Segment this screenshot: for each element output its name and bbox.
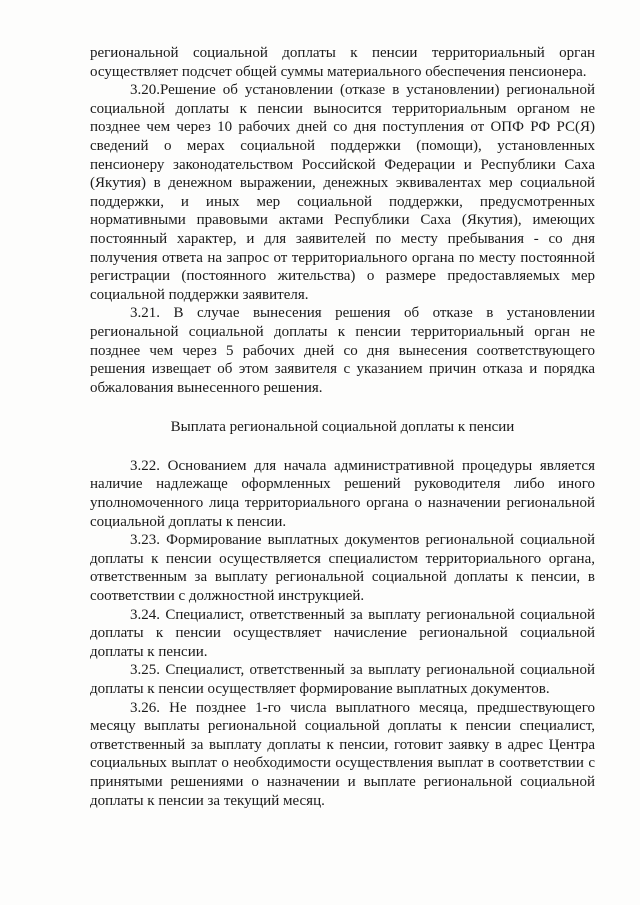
paragraph-3-24: 3.24. Специалист, ответственный за выплату региональной социальной доплаты к пенсии осуществляет начисление региональной социальной доплаты к пенсии. — [90, 606, 595, 660]
paragraph-continuation: региональной социальной доплаты к пенсии территориальный орган осуществляет подсчет общей суммы материального обеспечения пенсионера. — [90, 45, 595, 80]
paragraph-3-25: 3.25. Специалист, ответственный за выплату региональной социальной доплаты к пенсии осуществляет формирование выплатных документов. — [90, 662, 595, 697]
document-body — [90, 44, 595, 810]
paragraph-3-20: 3.20.Решение об установлении (отказе в установлении) региональной социальной доплаты к пенсии выносится территориальным органом не позднее чем через 10 рабочих дней со дня поступления от ОПФ РФ РС(Я) сведений о мерах социальной поддержки (помощи), установленных пенсионеру законодательством Российской Федерации и Республики Саха (Якутия) в денежном выражении, денежных эквивалентах мер социальной поддержки, и иных мер социальной поддержки, предусмотренных нормативными правовыми актами Республики Саха (Якутия), имеющих постоянный характер, и для заявителей по месту пребывания - со дня получения ответа на запрос от территориального органа по месту постоянной регистрации (постоянного жительства) о размере предоставляемых мер социальной поддержки заявителя. — [90, 82, 595, 303]
paragraph-3-26: 3.26. Не позднее 1-го числа выплатного месяца, предшествующего месяцу выплаты региональной социальной доплаты к пенсии специалист, ответственный за выплату доплаты к пенсии, готовит заявку в адрес Центра социальных выплат о необходимости осуществления выплат в соответствии с принятыми решениями о назначении и выплате региональной социальной доплаты к пенсии за текущий месяц. — [90, 699, 595, 809]
paragraph-3-23: 3.23. Формирование выплатных документов региональной социальной доплаты к пенсии осуществляется специалистом территориального органа, ответственным за выплату региональной социальной доплаты к пенсии, в соответствии с должностной инструкцией. — [90, 532, 595, 605]
paragraph-3-21: 3.21. В случае вынесения решения об отказе в установлении региональной социальной доплаты к пенсии территориальный орган не позднее чем через 5 рабочих дней со дня вынесения соответствующего решения извещает об этом заявителя с указанием причин отказа и порядка обжалования вынесенного решения. — [90, 305, 595, 396]
section-heading: Выплата региональной социальной доплаты к пенсии — [170, 419, 515, 436]
paragraph-3-22: 3.22. Основанием для начала административной процедуры является наличие надлежаще оформленных решений руководителя либо иного уполномоченного лица территориального органа о назначении региональной социальной доплаты к пенсии. — [90, 457, 595, 530]
